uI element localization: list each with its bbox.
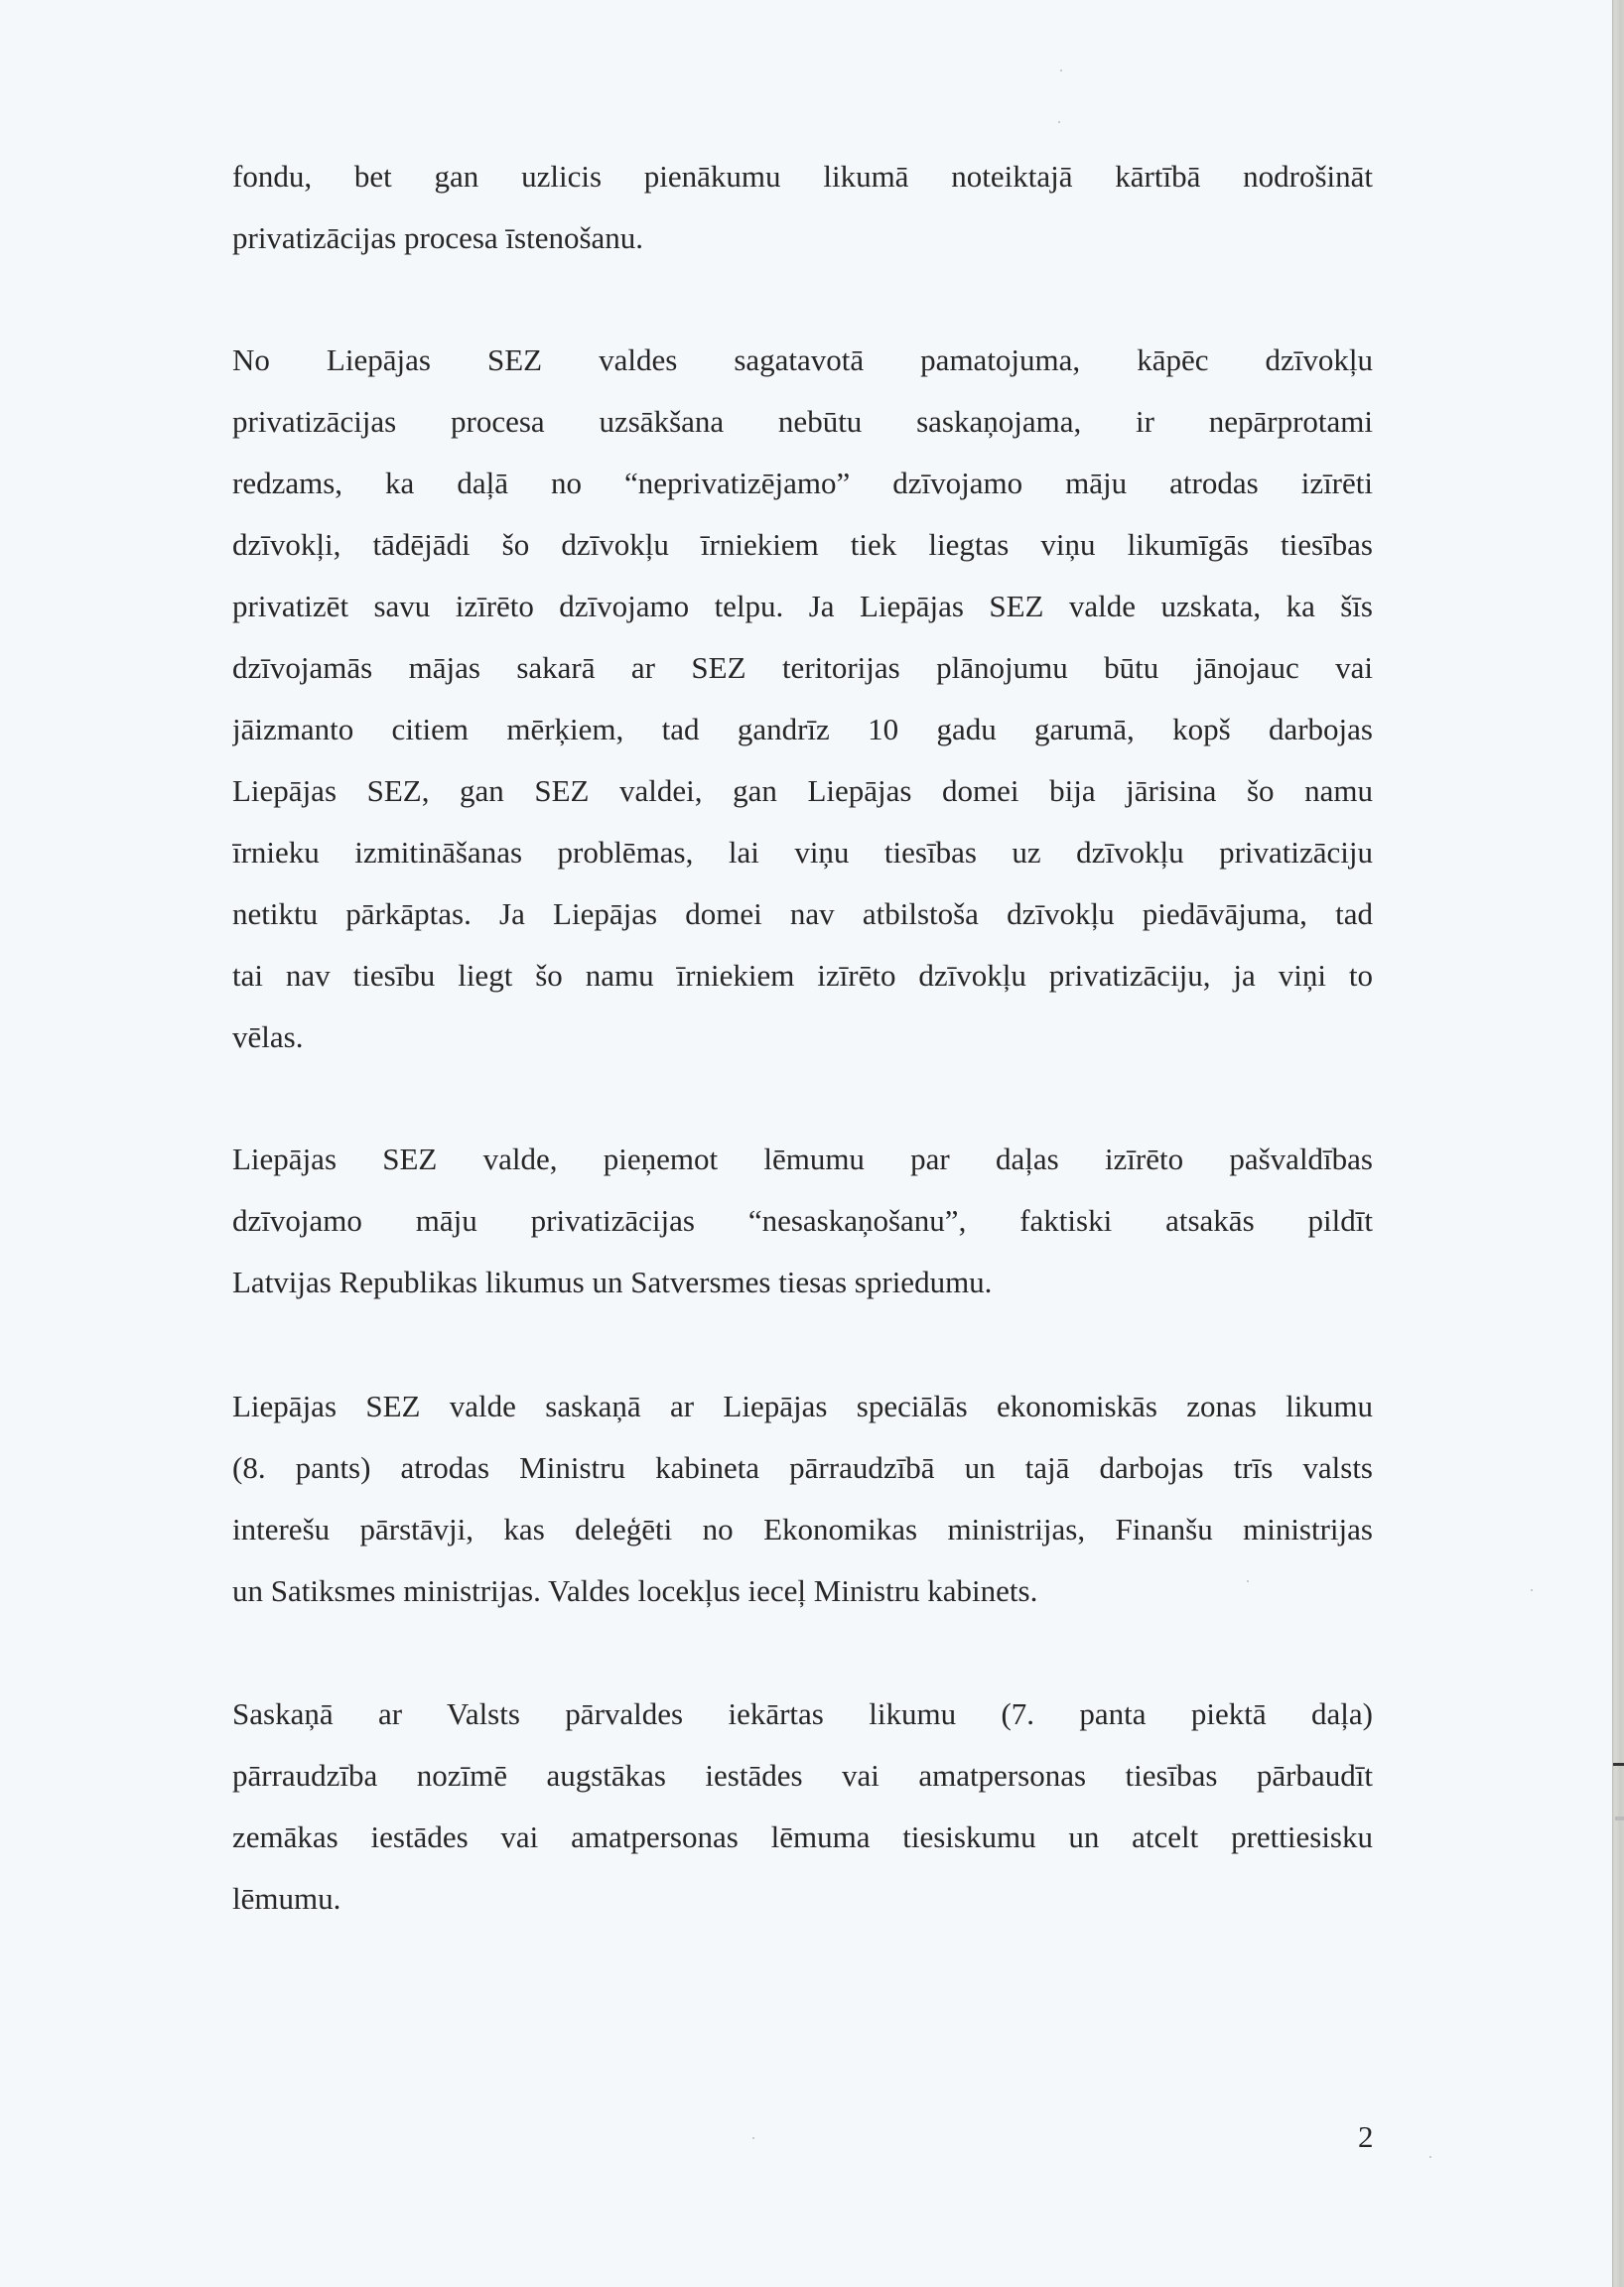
text-line: dzīvojamās mājas sakarā ar SEZ teritorijas plānojumu būtu jānojauc vai (232, 650, 1373, 685)
text-line: jāizmanto citiem mērķiem, tad gandrīz 10 gadu garumā, kopš darbojas (232, 712, 1373, 746)
text-line: zemākas iestādes vai amatpersonas lēmuma tiesiskumu un atcelt prettiesisku (232, 1819, 1373, 1854)
page-number: 2 (1358, 2119, 1374, 2154)
paragraph-4 (232, 1376, 1373, 1622)
scan-speck (1531, 1589, 1533, 1591)
text-line: Saskaņā ar Valsts pārvaldes iekārtas likumu (7. panta piektā daļa) (232, 1696, 1373, 1731)
text-line: privatizācijas procesa īstenošanu. (232, 220, 644, 255)
paragraph-1 (232, 146, 1373, 269)
text-line: fondu, bet gan uzlicis pienākumu likumā noteiktajā kārtībā nodrošināt (232, 159, 1373, 194)
text-line: īrnieku izmitināšanas problēmas, lai viņu tiesības uz dzīvokļu privatizāciju (232, 835, 1373, 870)
text-line: redzams, ka daļā no “neprivatizējamo” dzīvojamo māju atrodas izīrēti (232, 466, 1373, 500)
text-line: dzīvojamo māju privatizācijas “nesaskaņošanu”, faktiski atsakās pildīt (232, 1203, 1373, 1238)
text-line: pārraudzība nozīmē augstākas iestādes vai amatpersonas tiesības pārbaudīt (232, 1758, 1373, 1793)
text-line: Latvijas Republikas likumus un Satversmes tiesas spriedumu. (232, 1265, 993, 1299)
paragraph-5 (232, 1683, 1373, 1930)
text-line: vēlas. (232, 1019, 304, 1054)
scan-edge-mark (1615, 1816, 1624, 1820)
text-line: Liepājas SEZ, gan SEZ valdei, gan Liepājas domei bija jārisina šo namu (232, 773, 1373, 808)
text-line: dzīvokļi, tādējādi šo dzīvokļu īrniekiem tiek liegtas viņu likumīgās tiesības (232, 527, 1373, 562)
text-line: lēmumu. (232, 1881, 341, 1916)
scan-edge-shadow (1612, 0, 1624, 2287)
text-line: Liepājas SEZ valde saskaņā ar Liepājas speciālās ekonomiskās zonas likumu (232, 1389, 1373, 1423)
scan-speck (1058, 121, 1060, 123)
text-line: privatizēt savu izīrēto dzīvojamo telpu. Ja Liepājas SEZ valde uzskata, ka šīs (232, 589, 1373, 623)
text-line: un Satiksmes ministrijas. Valdes locekļus ieceļ Ministru kabinets. (232, 1573, 1038, 1608)
text-line: (8. pants) atrodas Ministru kabineta pārraudzībā un tajā darbojas trīs valsts (232, 1450, 1373, 1485)
scan-edge-mark (1613, 1763, 1624, 1766)
scan-speck (752, 2137, 754, 2139)
scan-speck (1429, 2156, 1431, 2158)
text-line: netiktu pārkāptas. Ja Liepājas domei nav atbilstoša dzīvokļu piedāvājuma, tad (232, 896, 1373, 931)
text-line: privatizācijas procesa uzsākšana nebūtu saskaņojama, ir nepārprotami (232, 404, 1373, 439)
scan-speck (1060, 69, 1062, 71)
text-line: tai nav tiesību liegt šo namu īrniekiem izīrēto dzīvokļu privatizāciju, ja viņi to (232, 958, 1373, 993)
text-line: Liepājas SEZ valde, pieņemot lēmumu par daļas izīrēto pašvaldības (232, 1142, 1373, 1176)
paragraph-3 (232, 1129, 1373, 1313)
paragraph-2 (232, 330, 1373, 1068)
text-line: interešu pārstāvji, kas deleģēti no Ekonomikas ministrijas, Finanšu ministrijas (232, 1512, 1373, 1547)
text-line: No Liepājas SEZ valdes sagatavotā pamatojuma, kāpēc dzīvokļu (232, 342, 1373, 377)
